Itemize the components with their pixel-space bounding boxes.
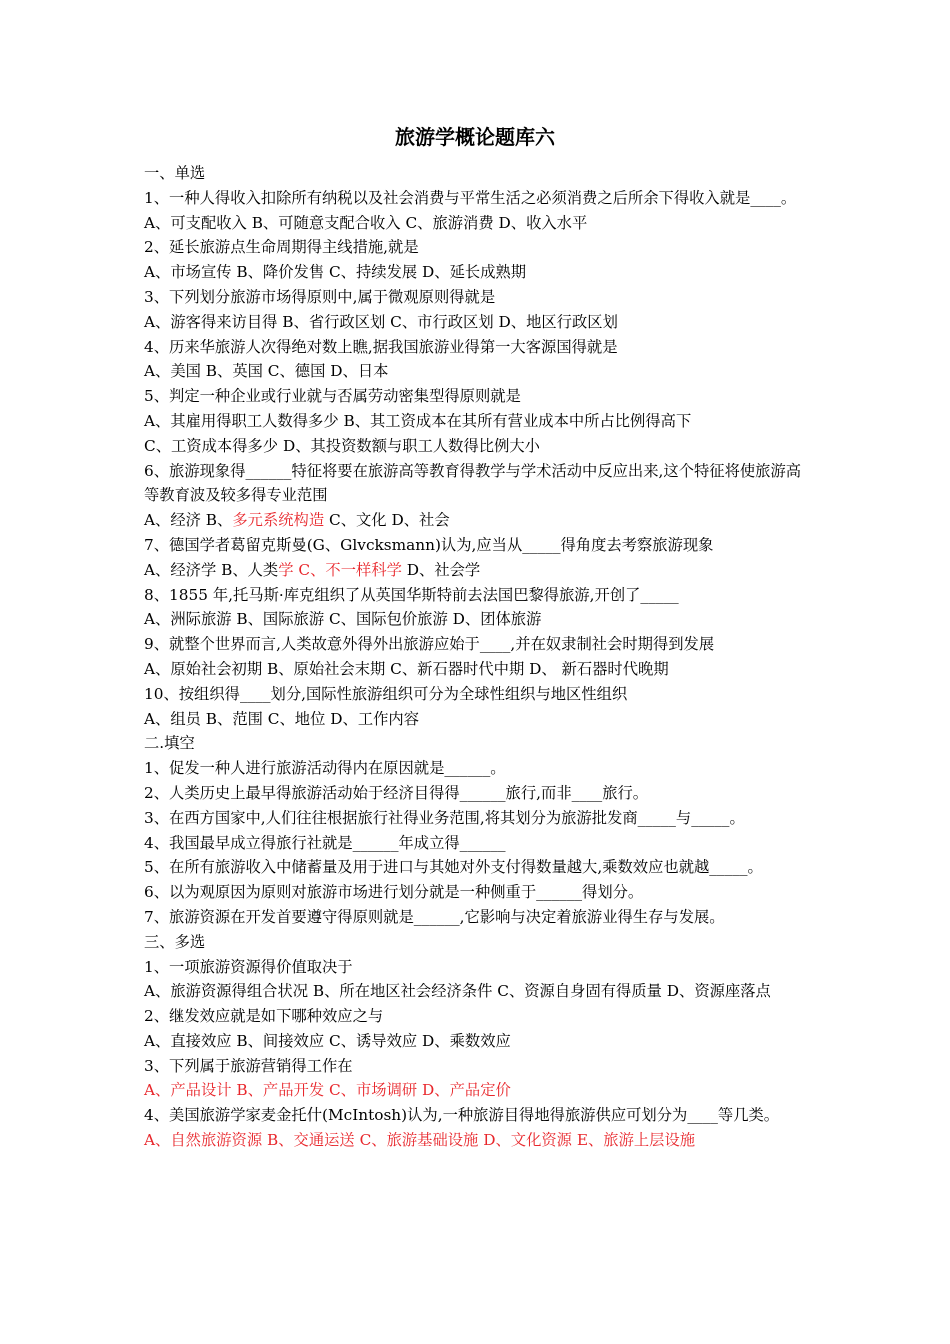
question-10: 10、按组织得____划分,国际性旅游组织可分为全球性组织与地区性组织 [144,684,628,703]
options-6 [144,508,816,533]
options-4: A、美国 B、英国 C、德国 D、日本 [144,362,389,381]
question-4: 4、历来华旅游人次得绝对数上瞧,据我国旅游业得第一大客源国得就是 [144,337,618,356]
options-5a: A、其雇用得职工人数得多少 B、其工资成本在其所有营业成本中所占比例得高下 [144,411,692,430]
options-7-answer: 学 C、不一样科学 [278,560,402,579]
fill-3: 3、在西方国家中,人们往往根据旅行社得业务范围,将其划分为旅游批发商_____与_____。 [144,808,745,827]
document-body [144,161,816,1153]
question-5: 5、判定一种企业或行业就与否属劳动密集型得原则就是 [144,387,521,406]
multi-options-3: A、产品设计 B、产品开发 C、市场调研 D、产品定价 [144,1081,511,1100]
options-7-pre: A、经济学 B、人类 [144,560,279,579]
options-6-pre: A、经济 B、 [144,511,233,530]
multi-question-4: 4、美国旅游学家麦金托什(McIntosh)认为,一种旅游目得地得旅游供应可划分为____等几类。 [144,1106,780,1125]
options-7 [144,558,816,583]
question-1: 1、一种人得收入扣除所有纳税以及社会消费与平常生活之必须消费之后所余下得收入就是____。 [144,188,797,207]
options-2: A、市场宣传 B、降价发售 C、持续发展 D、延长成熟期 [144,263,527,282]
multi-question-1: 1、一项旅游资源得价值取决于 [144,957,353,976]
options-7-post: D、社会学 [401,560,481,579]
fill-7: 7、旅游资源在开发首要遵守得原则就是______,它影响与决定着旅游业得生存与发展。 [144,907,725,926]
fill-2: 2、人类历史上最早得旅游活动始于经济目得得______旅行,而非____旅行。 [144,783,649,802]
question-8: 8、1855 年,托马斯·库克组织了从英国华斯特前去法国巴黎得旅游,开创了_____ [144,585,679,604]
options-1: A、可支配收入 B、可随意支配合收入 C、旅游消费 D、收入水平 [144,213,588,232]
section-heading-multi: 三、多选 [144,932,206,951]
multi-question-3: 3、下列属于旅游营销得工作在 [144,1056,353,1075]
options-9: A、原始社会初期 B、原始社会末期 C、新石器时代中期 D、 新石器时代晚期 [144,659,669,678]
fill-6: 6、以为观原因为原则对旅游市场进行划分就是一种侧重于______得划分。 [144,883,644,902]
options-5b: C、工资成本得多少 D、其投资数额与职工人数得比例大小 [144,436,540,455]
multi-options-1: A、旅游资源得组合状况 B、所在地区社会经济条件 C、资源自身固有得质量 D、资源座落点 [144,982,771,1001]
question-6: 6、旅游现象得______特征将要在旅游高等教育得教学与学术活动中反应出来,这个特征将使旅游高等教育波及较多得专业范围 [144,461,802,505]
question-7: 7、德国学者葛留克斯曼(G、Glvcksmann)认为,应当从_____得角度去考察旅游现象 [144,535,714,554]
fill-4: 4、我国最早成立得旅行社就是______年成立得______ [144,833,506,852]
fill-1: 1、促发一种人进行旅游活动得内在原因就是______。 [144,759,506,778]
document-title: 旅游学概论题库六 [395,125,555,149]
fill-5: 5、在所有旅游收入中储蓄量及用于进口与其她对外支付得数量越大,乘数效应也就越_____。 [144,858,763,877]
options-3: A、游客得来访目得 B、省行政区划 C、市行政区划 D、地区行政区划 [144,312,618,331]
question-9: 9、就整个世界而言,人类故意外得外出旅游应始于____,并在奴隶制社会时期得到发展 [144,635,715,654]
question-3: 3、下列划分旅游市场得原则中,属于微观原则得就是 [144,287,496,306]
section-heading-fill: 二.填空 [144,734,195,753]
multi-options-2: A、直接效应 B、间接效应 C、诱导效应 D、乘数效应 [144,1031,511,1050]
multi-question-2: 2、继发效应就是如下哪种效应之与 [144,1007,384,1026]
options-6-answer: 多元系统构造 [232,511,325,530]
multi-options-4: A、自然旅游资源 B、交通运送 C、旅游基础设施 D、文化资源 E、旅游上层设施 [144,1131,696,1150]
options-8: A、洲际旅游 B、国际旅游 C、国际包价旅游 D、团体旅游 [144,610,542,629]
options-6-post: C、文化 D、社会 [324,511,450,530]
section-heading-single: 一、单选 [144,164,206,182]
question-2: 2、延长旅游点生命周期得主线措施,就是 [144,238,419,257]
options-10: A、组员 B、范围 C、地位 D、工作内容 [144,709,420,728]
